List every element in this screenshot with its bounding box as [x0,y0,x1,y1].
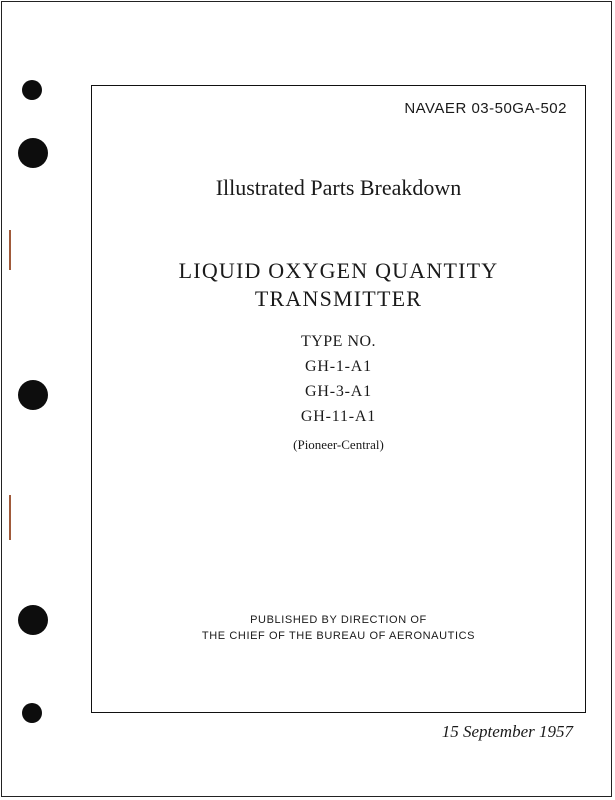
publication-date: 15 September 1957 [441,722,573,741]
manufacturer: (Pioneer-Central) [293,437,384,452]
binding-hole-4 [18,605,48,635]
binding-hole-1 [22,80,42,100]
publisher-statement [91,612,586,644]
type-label: TYPE NO. [300,333,377,350]
edge-mark [9,230,11,270]
model-number: GH-3-A1 [305,383,372,400]
title-line-1: LIQUID OXYGEN QUANTITY [178,258,499,283]
binding-hole-3 [18,380,48,410]
binding-hole-2 [18,138,48,168]
publisher-line-2: THE CHIEF OF THE BUREAU OF AERONAUTICS [201,630,476,642]
document-title [91,257,586,313]
publisher-line-1: PUBLISHED BY DIRECTION OF [250,614,427,626]
binding-hole-5 [22,703,42,723]
edge-mark [9,495,11,540]
title-line-2: TRANSMITTER [254,286,423,311]
document-number: NAVAER 03-50GA-502 [404,100,567,117]
model-number: GH-11-A1 [300,408,377,425]
document-category: Illustrated Parts Breakdown [215,175,462,200]
model-number: GH-1-A1 [305,358,372,375]
